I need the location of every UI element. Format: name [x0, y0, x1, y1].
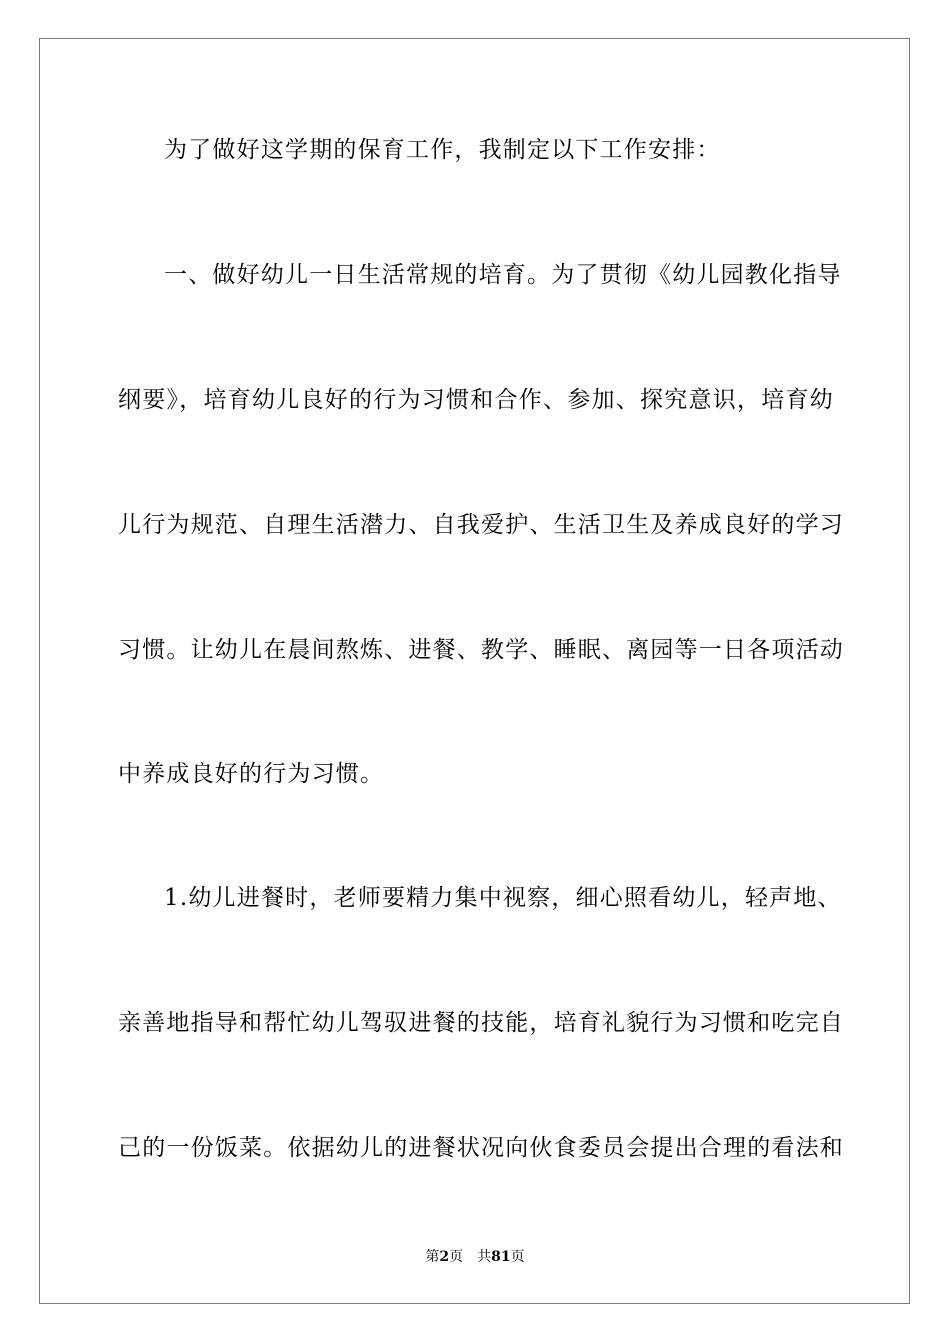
footer-page-suffix: 页 [449, 1249, 464, 1265]
paragraph-section-one-line-3: 儿行为规范、自理生活潜力、自我爱护、生活卫生及养成良好的学习 [118, 512, 844, 538]
paragraph-section-one-line-1: 一、做好幼儿一日生活常规的培育。为了贯彻《幼儿园教化指导 [164, 262, 842, 288]
paragraph-section-one-line-5: 中养成良好的行为习惯。 [118, 761, 385, 787]
footer-page-number: 2 [439, 1249, 450, 1265]
paragraph-section-one-line-4: 习惯。让幼儿在晨间熬炼、进餐、教学、睡眠、离园等一日各项活动 [118, 637, 844, 663]
footer-total-prefix: 共 [477, 1249, 492, 1265]
paragraph-intro: 为了做好这学期的保育工作，我制定以下工作安排： [164, 137, 721, 163]
footer-page-prefix: 第 [425, 1249, 440, 1265]
page-footer [0, 1247, 950, 1267]
paragraph-section-one-line-2: 纲要》，培育幼儿良好的行为习惯和合作、参加、探究意识，培育幼 [118, 387, 834, 413]
footer-total-number: 81 [491, 1249, 511, 1265]
paragraph-item-one-line-1: 1.幼儿进餐时，老师要精力集中视察，细心照看幼儿，轻声地、 [164, 885, 842, 911]
footer-total-suffix: 页 [510, 1249, 525, 1265]
paragraph-item-one-line-3: 己的一份饭菜。依据幼儿的进餐状况向伙食委员会提出合理的看法和 [118, 1135, 844, 1161]
paragraph-item-one-line-2: 亲善地指导和帮忙幼儿驾驭进餐的技能，培育礼貌行为习惯和吃完自 [118, 1010, 844, 1036]
page-border [39, 38, 910, 1304]
